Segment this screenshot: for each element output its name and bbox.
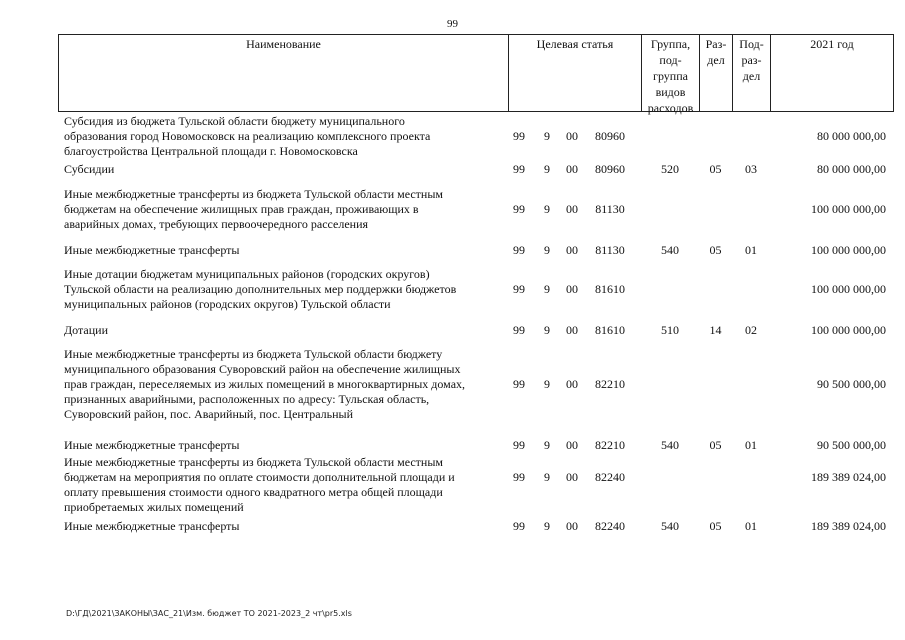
row-name bbox=[64, 347, 504, 422]
table-row bbox=[58, 114, 894, 159]
razdel-code: 05 bbox=[709, 519, 722, 533]
row-name-line: Субсидии bbox=[64, 162, 115, 176]
header-podrazdel-line: дел bbox=[742, 69, 761, 83]
target-code-2: 9 bbox=[544, 282, 550, 296]
target-code-3: 00 bbox=[566, 519, 578, 533]
row-name-line: муниципального образования Суворовский район на обеспечение жилищных bbox=[64, 362, 461, 376]
target-code-4: 80960 bbox=[595, 162, 625, 176]
target-code-3: 00 bbox=[566, 438, 578, 452]
row-name-line: Иные межбюджетные трансферты из бюджета Тульской области местным bbox=[64, 187, 443, 201]
razdel-code: 05 bbox=[709, 162, 722, 176]
podrazdel-code: 03 bbox=[745, 162, 757, 176]
group-code: 540 bbox=[661, 243, 679, 257]
row-name bbox=[64, 519, 504, 534]
table-row bbox=[58, 438, 894, 453]
row-name-line: Суворовский район, пос. Аварийный, пос. Центральный bbox=[64, 407, 354, 421]
target-code-1: 99 bbox=[513, 438, 525, 452]
table-row bbox=[58, 519, 894, 534]
table-row bbox=[58, 267, 894, 312]
target-code-4: 82240 bbox=[595, 470, 625, 484]
amount-2021: 80 000 000,00 bbox=[817, 129, 886, 143]
podrazdel-code: 01 bbox=[745, 519, 757, 533]
row-name-line: образования город Новомосковск на реализацию комплексного проекта bbox=[64, 129, 431, 143]
row-name bbox=[64, 243, 504, 258]
header-group-line: Группа, bbox=[650, 37, 691, 51]
row-name-line: муниципальных районов (городских округов) Тульской области bbox=[64, 297, 391, 311]
group-code: 540 bbox=[661, 438, 679, 452]
header-top-border bbox=[58, 34, 894, 35]
row-name-line: аварийных домах, требующих первоочередного расселения bbox=[64, 217, 369, 231]
target-code-3: 00 bbox=[566, 129, 578, 143]
target-code-1: 99 bbox=[513, 519, 525, 533]
target-code-3: 00 bbox=[566, 243, 578, 257]
podrazdel-code: 01 bbox=[745, 243, 757, 257]
amount-2021: 189 389 024,00 bbox=[811, 470, 886, 484]
group-code: 540 bbox=[661, 519, 679, 533]
group-code: 510 bbox=[661, 323, 679, 337]
target-code-3: 00 bbox=[566, 202, 578, 216]
table-row bbox=[58, 323, 894, 338]
row-name-line: Иные межбюджетные трансферты из бюджета Тульской области бюджету bbox=[64, 347, 443, 361]
target-code-2: 9 bbox=[544, 162, 550, 176]
row-name bbox=[64, 267, 504, 312]
header-group-line: видов bbox=[655, 85, 686, 99]
amount-2021: 100 000 000,00 bbox=[811, 282, 886, 296]
table-row bbox=[58, 347, 894, 422]
target-code-3: 00 bbox=[566, 162, 578, 176]
row-name-line: приобретаемых жилых помещений bbox=[64, 500, 244, 514]
target-code-2: 9 bbox=[544, 377, 550, 391]
target-code-2: 9 bbox=[544, 519, 550, 533]
target-code-4: 81610 bbox=[595, 282, 625, 296]
amount-2021: 100 000 000,00 bbox=[811, 243, 886, 257]
table-row bbox=[58, 455, 894, 515]
page-number: 99 bbox=[447, 18, 458, 30]
target-code-2: 9 bbox=[544, 470, 550, 484]
target-code-1: 99 bbox=[513, 282, 525, 296]
razdel-code: 05 bbox=[709, 243, 722, 257]
target-code-1: 99 bbox=[513, 162, 525, 176]
target-code-1: 99 bbox=[513, 377, 525, 391]
target-code-2: 9 bbox=[544, 323, 550, 337]
row-name bbox=[64, 162, 504, 177]
table-row bbox=[58, 162, 894, 177]
header-razdel bbox=[699, 34, 732, 111]
target-code-2: 9 bbox=[544, 243, 550, 257]
target-code-2: 9 bbox=[544, 438, 550, 452]
target-code-4: 81130 bbox=[595, 202, 625, 216]
header-name: Наименование bbox=[58, 34, 508, 111]
row-name-line: Иные межбюджетные трансферты bbox=[64, 519, 240, 533]
target-code-1: 99 bbox=[513, 243, 525, 257]
row-name-line: Иные межбюджетные трансферты из бюджета Тульской области местным bbox=[64, 455, 443, 469]
row-name-line: Иные межбюджетные трансферты bbox=[64, 438, 240, 452]
row-name-line: оплату превышения стоимости одного квадратного метра общей площади bbox=[64, 485, 443, 499]
row-name bbox=[64, 323, 504, 338]
target-code-4: 82210 bbox=[595, 438, 625, 452]
podrazdel-code: 02 bbox=[745, 323, 757, 337]
target-code-1: 99 bbox=[513, 470, 525, 484]
header-razdel-line: Раз- bbox=[705, 37, 727, 51]
row-name bbox=[64, 455, 504, 515]
row-name-line: Тульской области на реализацию дополнительных мер поддержки бюджетов bbox=[64, 282, 457, 296]
amount-2021: 100 000 000,00 bbox=[811, 202, 886, 216]
group-code: 520 bbox=[661, 162, 679, 176]
row-name-line: благоустройства Центральной площади г. Новомосковска bbox=[64, 144, 358, 158]
table-row bbox=[58, 187, 894, 232]
target-code-4: 82240 bbox=[595, 519, 625, 533]
header-podrazdel-line: раз- bbox=[741, 53, 762, 67]
header-group-line: под- bbox=[659, 53, 682, 67]
row-name bbox=[64, 114, 504, 159]
header-year: 2021 год bbox=[770, 34, 894, 111]
row-name bbox=[64, 187, 504, 232]
razdel-code: 14 bbox=[709, 323, 722, 337]
row-name-line: бюджетам на мероприятия по оплате стоимости дополнительной площади и bbox=[64, 470, 455, 484]
row-name-line: Субсидия из бюджета Тульской области бюджету муниципального bbox=[64, 114, 405, 128]
header-group-line: расходов bbox=[647, 101, 694, 115]
target-code-4: 82210 bbox=[595, 377, 625, 391]
target-code-4: 81610 bbox=[595, 323, 625, 337]
header-razdel-line: дел bbox=[707, 53, 725, 67]
row-name-line: признанных аварийными, расположенных по адресу: Тульская область, bbox=[64, 392, 430, 406]
row-name-line: Иные межбюджетные трансферты bbox=[64, 243, 240, 257]
row-name bbox=[64, 438, 504, 453]
target-code-1: 99 bbox=[513, 129, 525, 143]
target-code-2: 9 bbox=[544, 202, 550, 216]
header-podrazdel bbox=[732, 34, 770, 111]
razdel-code: 05 bbox=[709, 438, 722, 452]
table-row bbox=[58, 243, 894, 258]
target-code-3: 00 bbox=[566, 470, 578, 484]
table-header bbox=[58, 34, 894, 115]
target-code-3: 00 bbox=[566, 323, 578, 337]
target-code-2: 9 bbox=[544, 129, 550, 143]
row-name-line: Дотации bbox=[64, 323, 109, 337]
target-code-3: 00 bbox=[566, 377, 578, 391]
row-name-line: бюджетам на обеспечение жилищных прав граждан, проживающих в bbox=[64, 202, 419, 216]
podrazdel-code: 01 bbox=[745, 438, 757, 452]
amount-2021: 100 000 000,00 bbox=[811, 323, 886, 337]
amount-2021: 189 389 024,00 bbox=[811, 519, 886, 533]
header-target-article: Целевая статья bbox=[508, 34, 641, 111]
target-code-4: 81130 bbox=[595, 243, 625, 257]
amount-2021: 90 500 000,00 bbox=[817, 377, 886, 391]
amount-2021: 80 000 000,00 bbox=[817, 162, 886, 176]
header-podrazdel-line: Под- bbox=[739, 37, 764, 51]
target-code-3: 00 bbox=[566, 282, 578, 296]
row-name-line: Иные дотации бюджетам муниципальных районов (городских округов) bbox=[64, 267, 430, 281]
header-group-line: группа bbox=[653, 69, 688, 83]
target-code-4: 80960 bbox=[595, 129, 625, 143]
amount-2021: 90 500 000,00 bbox=[817, 438, 886, 452]
footer-file-path: D:\ГД\2021\ЗАКОНЫ\ЗАС_21\Изм. бюджет ТО 2021-2023_2 чт\pr5.xls bbox=[66, 609, 352, 618]
target-code-1: 99 bbox=[513, 202, 525, 216]
target-code-1: 99 bbox=[513, 323, 525, 337]
header-group bbox=[641, 34, 699, 115]
row-name-line: прав граждан, переселяемых из жилых помещений в многоквартирных домах, bbox=[64, 377, 466, 391]
